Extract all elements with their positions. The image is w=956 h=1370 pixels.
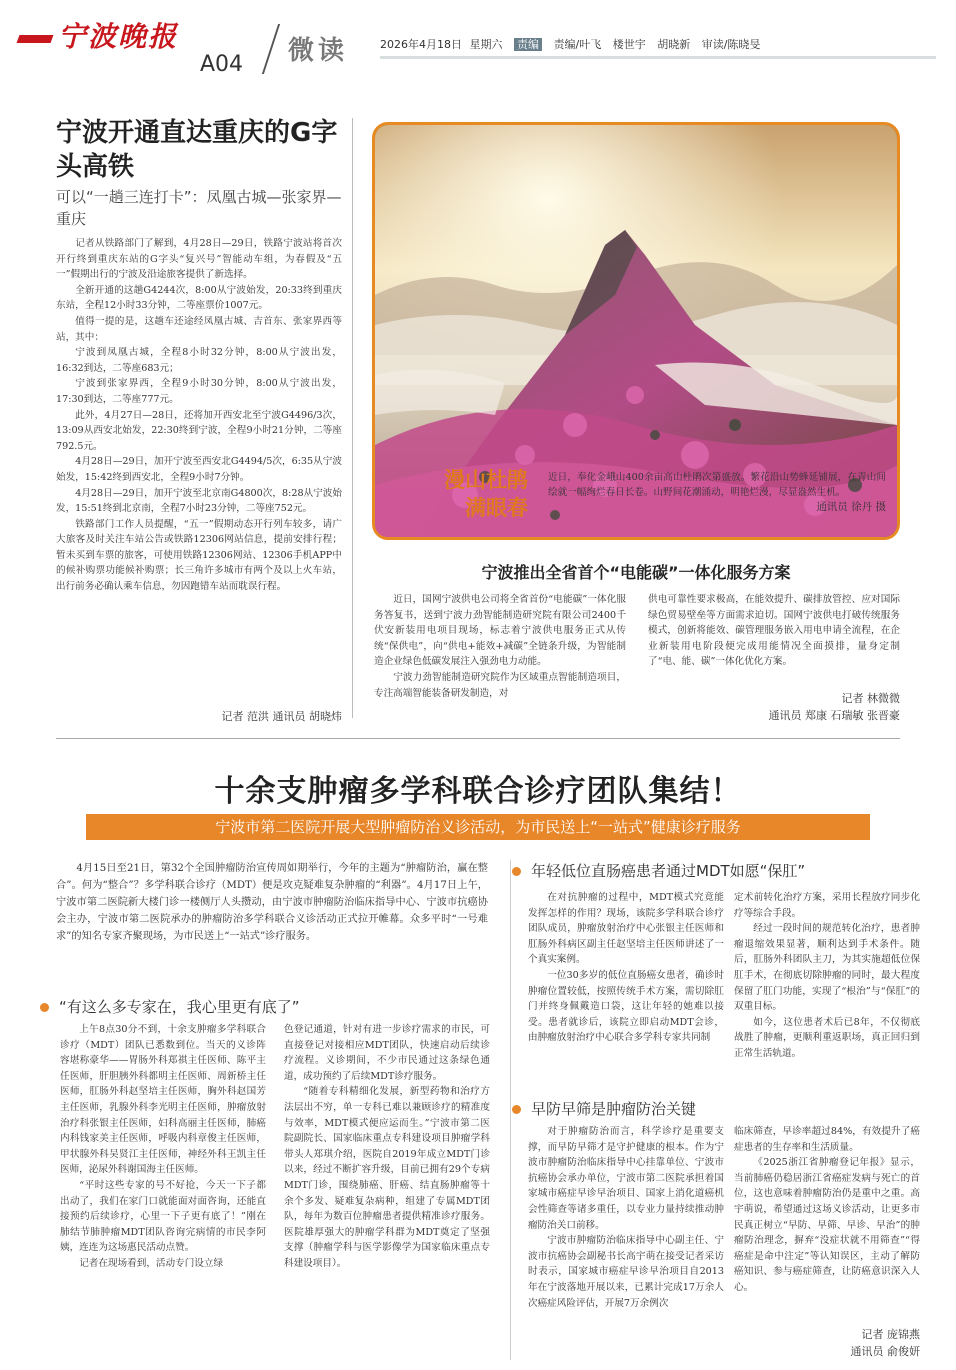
- section3-paragraph: 临床筛查，早诊率超过84%，有效提升了癌症患者的生存率和生活质量。: [734, 1126, 920, 1153]
- section2-column-1: [528, 890, 724, 1086]
- editor-name: 责编/叶飞: [553, 38, 602, 51]
- article1-subtitle: 可以“一趟三连打卡”：凤凰古城—张家界—重庆: [56, 188, 342, 228]
- photo-credit: 通讯员 徐丹 摄: [816, 501, 886, 513]
- bullet-dot-icon: [40, 1003, 49, 1012]
- column-divider: [352, 118, 353, 718]
- section2-paragraph: 一位30多岁的低位直肠癌女患者，确诊时肿瘤位置较低，按照传统手术方案，需切除肛门并终身佩戴造口袋，这让年轻的她难以接受。患者就诊后，该院立即启动MDT会诊，由肿瘤放射治疗中心联合多学科专家共同制: [528, 969, 724, 1044]
- article1-body: [56, 236, 342, 706]
- section2-heading: [512, 860, 805, 881]
- page-number: A04: [200, 52, 244, 77]
- proof-name: 胡晓新: [657, 38, 691, 51]
- section1-paragraph: “平时这些专家的号不好抢，今天一下子都出动了，我们在家门口就能面对面咨询，还能直接预约后续诊疗，心里一下子更有底了！”刚在肺结节肺肿瘤MDT团队咨询完病情的市民李阿姨，连连为这场惠民活动点赞。: [60, 1179, 266, 1254]
- section3-column-1: [528, 1124, 724, 1360]
- section2-paragraph: 经过一段时间的规范转化治疗，患者肿瘤退缩效果显著，顺利达到手术条件。随后，肛肠外科团队主刀，为其实施超低位保肛手术，在彻底切除肿瘤的同时，最大程度保留了肛门功能，实现了“根治”与“保肛”的双重目标。: [734, 923, 920, 1013]
- article1-paragraph: 4月28日—29日，加开宁波至北京南G4800次，8:28从宁波始发，15:51终到北京南，全程7小时23分钟，二等座752元。: [56, 487, 342, 515]
- section3-paragraph: 对于肿瘤防治而言，科学诊疗是重要支撑，而早防早筛才是守护健康的根本。作为宁波市肿瘤防治临床指导中心挂靠单位、宁波市抗癌协会承办单位，宁波市第二医院承担着国家城市癌症早诊早治项目、国家上消化道癌机会性筛查等诸多重任，以专业力量持续推动肿瘤防治关口前移。: [528, 1126, 724, 1231]
- article1-paragraph: 宁波到张家界西，全程9小时30分钟，8:00从宁波出发，17:30到达，二等座777元。: [56, 378, 342, 405]
- photo-caption-title-line1: 漫山杜鹃: [444, 468, 528, 492]
- section1-paragraph: 色登记通道，针对有进一步诊疗需求的市民，可直接登记对接相应MDT团队，快速启动后续诊疗流程。义诊期间，不少市民通过这条绿色通道，成功预约了后续MDT诊疗服务。: [284, 1024, 490, 1082]
- section1-column-2: [284, 1022, 490, 1360]
- section-name: 微读: [288, 36, 349, 66]
- article2-column-2: [648, 592, 900, 688]
- main-intro-paragraph: 4月15日至21日，第32个全国肿瘤防治宣传周如期举行，今年的主题为“肿瘤防治，赢在整合”。何为“整合”？多学科联合诊疗（MDT）便是攻克疑难复杂肿瘤的“利器”。4月17日上午，宁波市第二医院新大楼门诊一楼侧厅人头攒动，由宁波市肿瘤防治临床指导中心、宁波市抗癌协会主办，宁波市第二医院承办的肿瘤防治多学科联合义诊活动正式拉开帷幕。众多平时“一号难求”的知名专家齐聚现场，为市民送上“一站式”诊疗服务。: [56, 863, 488, 942]
- main-article-title: 十余支肿瘤多学科联合诊疗团队集结！: [214, 774, 742, 809]
- main-article-byline: [734, 1326, 920, 1360]
- photo-caption: [548, 470, 886, 515]
- article1-title: 宁波开通直达重庆的G字头高铁: [56, 118, 338, 182]
- article1-paragraph: 铁路部门工作人员提醒，“五一”假期动态开行列车较多，请广大旅客及时关注车站公告或铁路12306网站信息，提前安排行程；暂未买到车票的旅客，可使用铁路12306网站、12306手机APP中的候补购票功能候补购票；长三角许多城市有两个及以上火车站，出行前务必确认乘车信息，勿因跑错车站而耽误行程。: [56, 518, 342, 593]
- photo-caption-title: [418, 466, 528, 522]
- photo-caption-title-line2: 满眼春: [465, 496, 528, 520]
- section1-paragraph: “随着专科精细化发展，新型药物和治疗方法层出不穷，单一专科已难以兼顾诊疗的精准度与效率，MDT模式便应运而生。”宁波市第二医院副院长、国家临床重点专科建设项目肿瘤学科带头人郑琪介绍，医院自2019年成立MDT门诊以来，经过不断扩容升级，目前已拥有29个专病MDT门诊，围绕肺癌、肝癌、结直肠肿瘤等十余个多发、疑难复杂病种，组建了专属MDT团队，每年为数百位肿瘤患者提供精准诊疗服务。医院雄厚强大的肿瘤学科群为MDT奠定了坚强支撑（肿瘤学科与医学影像学为国家临床重点专科建设项目）。: [284, 1086, 490, 1269]
- art-editor-name: 楼世宇: [612, 38, 646, 51]
- article1-paragraph: 4月28日—29日，加开宁波至西安北G4494/5次，6:35从宁波始发，15:42终到西安北，全程9小时7分钟。: [56, 456, 342, 483]
- section1-heading-text: “有这么多专家在，我心里更有底了”: [59, 998, 300, 1016]
- section1-paragraph: 上午8点30分不到，十余支肿瘤多学科联合诊疗（MDT）团队已悉数到位。当天的义诊阵容堪称豪华——胃肠外科郑祺主任医师、陈平主任医师，肝胆胰外科都明主任医师、周新桥主任医师，肛肠外科赵坚培主任医师，胸外科赵国芳主任医师，乳腺外科李光明主任医师，肿瘤放射治疗科张银主任医师，妇科高丽主任医师，肺癌内科钱家美主任医师，呼吸内科章俊主任医师，甲状腺外科吴贤江主任医师，神经外科王凯主任医师，泌尿外科谢国海主任医师。: [60, 1024, 266, 1176]
- photo-caption-text: 近日，奉化金峨山400余亩高山杜鹃次第盛放。繁花沿山势蜂延铺展，在青山间绘就一幅绚烂春日长卷。山野间花潮涌动，明艳烂漫，尽显盎然生机。: [548, 472, 886, 498]
- article2-title: 宁波推出全省首个“电能碳”一体化服务方案: [481, 563, 791, 582]
- check-name: 审读/陈晓旻: [701, 38, 761, 51]
- section1-heading: [40, 996, 300, 1017]
- article1-paragraph: 此外，4月27日—28日，还将加开西安北至宁波G4496/3次，13:09从西安北始发，22:30终到宁波，全程9小时21分钟，二等座792.5元。: [56, 409, 342, 452]
- article1-paragraph: 宁波到凤凰古城，全程8小时32分钟，8:00从宁波出发，16:32到达，二等座683元；: [56, 347, 342, 374]
- main-article-intro: [56, 860, 488, 990]
- main-article-subtitle-banner: 宁波市第二医院开展大型肿瘤防治义诊活动，为市民送上“一站式”健康诊疗服务: [86, 814, 870, 840]
- section3-paragraph: 宁波市肿瘤防治临床指导中心副主任、宁波市抗癌协会副秘书长高宇萌在接受记者采访时表示，国家城市癌症早诊早治项目自2013年在宁波落地开展以来，已累计完成17万余人次癌症风险评估，开展7万余例次: [528, 1235, 724, 1309]
- section2-column-2: [734, 890, 920, 1086]
- article2-paragraph: 近日，国网宁波供电公司将全省首份“电能碳”一体化服务答复书，送到宁波力劲智能制造研究院有限公司2400千伏安新装用电项目现场，标志着宁波供电服务正式从传统“保供电”，向“供电+能效+减碳”全链条升级，为智能制造企业绿色低碳发展注入强劲电力动能。: [374, 594, 626, 668]
- header-info: [380, 36, 764, 52]
- article1-byline: 记者 范洪 通讯员 胡晓炜: [221, 710, 342, 723]
- masthead: [18, 20, 218, 54]
- masthead-bar-decoration: [17, 35, 54, 43]
- bullet-dot-icon: [512, 1105, 521, 1114]
- article2-paragraph: 供电可靠性要求极高，在能效提升、碳排放管控、应对国际绿色贸易壁垒等方面需求迫切。国网宁波供电打破传统服务模式，创新将能效、碳管理服务嵌入用电申请全流程，在企业新装用电阶段便完成用能情况全面摸排，量身定制了“电、能、碳”一体化优化方案。: [648, 594, 900, 668]
- section2-heading-text: 年轻低位直肠癌患者通过MDT如愿“保肛”: [531, 862, 806, 880]
- section1-column-1: [60, 1022, 266, 1360]
- section1-paragraph: 记者在现场看到，活动专门设立绿: [79, 1257, 224, 1269]
- article1-paragraph: 记者从铁路部门了解到，4月28日—29日，铁路宁波站将首次开行终到重庆东站的G字头“复兴号”智能动车组，为春假及“五一”假期出行的宁波及沿途旅客提供了新选择。: [56, 238, 342, 281]
- article2-paragraph: 宁波力劲智能制造研究院作为区域重点智能制造项目，专注高端智能装备研发制造，对: [374, 671, 626, 699]
- header-divider: [262, 24, 280, 74]
- bullet-dot-icon: [512, 867, 521, 876]
- article2-byline: [648, 690, 900, 724]
- article2-byline-reporter: 记者 林微微: [841, 692, 900, 705]
- section2-paragraph: 如今，这位患者术后已8年，不仅彻底战胜了肿瘤，更顺利重返职场，真正回归到正常生活轨道。: [734, 1016, 920, 1059]
- section3-paragraph: 《2025浙江省肿瘤登记年报》显示，当前肺癌仍稳居浙江省癌症发病与死亡的首位，这也意味着肿瘤防治仍是重中之重。高宇萌说，希望通过这场义诊活动，让更多市民真正树立“早防、早筛、早诊、早治”的肿瘤防治理念，摒弃“没症状就不用筛查”“得癌症是命中注定”等认知误区，主动了解防癌知识、参与癌症筛查，让防癌意识深入人心。: [734, 1157, 920, 1293]
- main-byline-correspondent: 通讯员 俞俊妍: [850, 1345, 920, 1358]
- issue-date: 2026年4月18日: [380, 38, 462, 51]
- section-rule: [56, 738, 900, 739]
- section3-heading: [512, 1098, 696, 1119]
- header-rule: [380, 56, 936, 59]
- article1-paragraph: 全新开通的这趟G4244次，8:00从宁波始发，20:33终到重庆东站，全程12小时33分钟，二等座票价1007元。: [56, 284, 342, 312]
- section3-column-2: [734, 1124, 920, 1324]
- masthead-logo-text: 宁波晚报: [58, 20, 179, 53]
- section2-paragraph: 定术前转化治疗方案，采用长程放疗同步化疗等综合手段。: [734, 892, 920, 919]
- article1-paragraph: 值得一提的是，这趟车还途经凤凰古城、吉首东、张家界西等站，其中：: [56, 315, 342, 343]
- main-byline-reporter: 记者 庞锦燕: [861, 1328, 920, 1341]
- article2-column-1: [374, 592, 626, 722]
- issue-weekday: 星期六: [469, 38, 503, 51]
- editor-tag: 责编: [514, 38, 542, 51]
- article2-byline-correspondents: 通讯员 郑康 石瑞敏 张晋豪: [768, 709, 900, 722]
- column-divider: [510, 860, 511, 1360]
- section2-paragraph: 在对抗肿瘤的过程中，MDT模式究竟能发挥怎样的作用？现场，该院多学科联合诊疗团队成员，肿瘤放射治疗中心张银主任医师和肛肠外科病区副主任赵坚培主任医师讲述了一个真实案例。: [528, 892, 724, 966]
- section3-heading-text: 早防早筛是肿瘤防治关键: [531, 1100, 697, 1118]
